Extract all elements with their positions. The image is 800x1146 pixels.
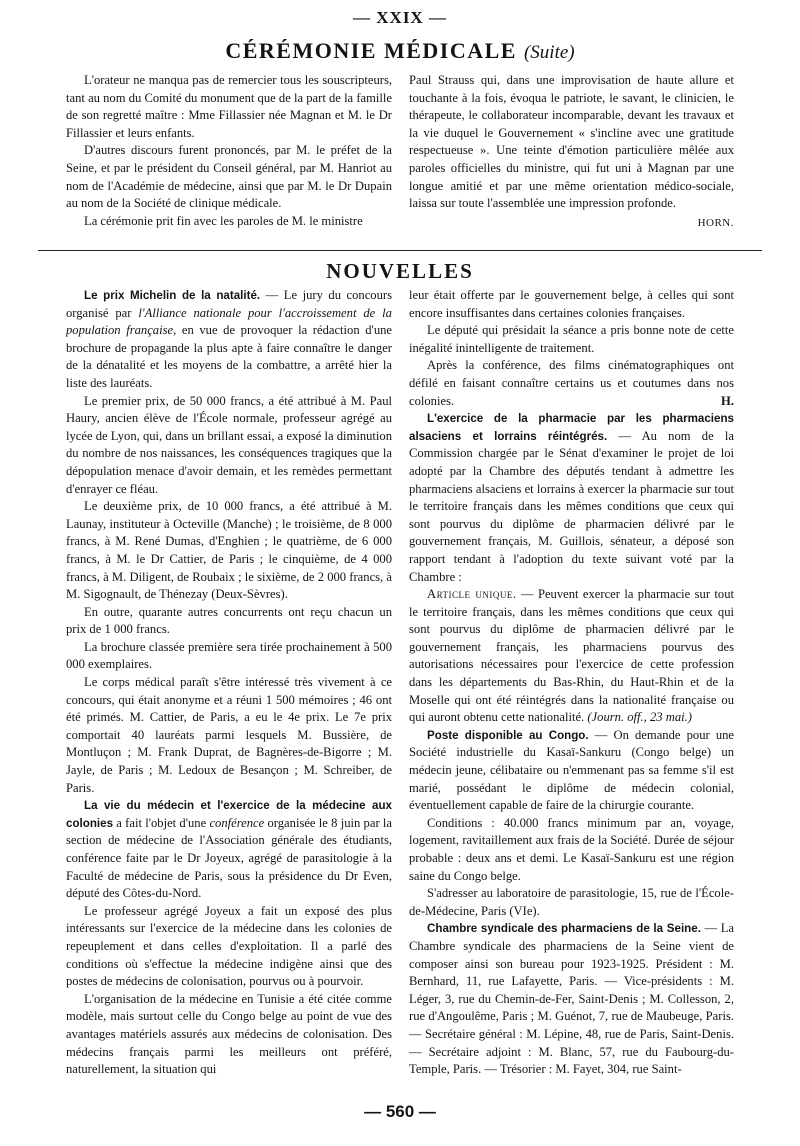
paragraph: L'orateur ne manqua pas de remercier tous les souscripteurs, tant au nom du Comité du monument que de la part de la famille de son regretté maître : Mme Fillassier née Magnan et M. le Dr Fillassier et leurs enfants.: [66, 73, 392, 140]
paragraph: Le premier prix, de 50 000 francs, a été attribué à M. Paul Haury, ancien élève de l'École normale, professeur agrégé au lycée de Lyon, qui, dans un brillant essai, a exposé la diminution du nombre de nos naissances, les conséquences tragiques que la dépopulation menace d'avoir demain, et les remèdes permettant d'enrayer ce fléau.: [66, 393, 392, 496]
page-folio: — XXIX —: [353, 8, 447, 27]
paragraph: leur était offerte par le gouvernement belge, à celles qui sont encore insuffisantes dans certaines colonies françaises.: [409, 288, 734, 320]
paragraph: Le corps médical paraît s'être intéressé très vivement à ce concours, qui était anonyme et a réuni 1 500 mémoires ; 46 ont été primés. M. Cattier, de Paris, a eu le 4e prix. Le 7e prix comportait 40 lauréats parmi lesquels M. Bussière, de Montluçon ; M. Frank Duprat, de Bagnères-de-Bigorre ; M. Jayle, de Paris ; M. Ledoux de Besançon ; M. Schreiber, de Paris.: [66, 675, 392, 795]
ceremonie-right-column: [409, 72, 734, 232]
ceremonie-left-column: [66, 72, 392, 230]
article-unique: [409, 586, 734, 727]
text: Après la conférence, des films cinématographiques ont défilé en faisant connaître certains us et coutumes dans nos colonies.: [409, 358, 734, 408]
paragraph: [409, 357, 734, 410]
paragraph: La brochure classée première sera tirée prochainement à 500 000 exemplaires.: [66, 639, 392, 672]
paragraph: Paul Strauss qui, dans une improvisation de haute allure et touchante à la fois, évoqua le patriote, le savant, le clinicien, le thérapeute, le collaborateur incomparable, devant les travaux et la vie duquel le Gouvernement « s'incline avec une gratitude respectueuse ». Une teinte d'émotion particulière mêlée aux paroles officielles du ministre, qui fut uni à Magnan par une longue amitié et par une même orientation médico-sociale, laissa sur toute l'assemblée une impression profonde.: [409, 73, 734, 211]
paragraph: Le deuxième prix, de 10 000 francs, a été attribué à M. Launay, instituteur à Octeville (Manche) ; le troisième, de 8 000 francs, à M. René Dumas, d'Enghien ; le quatrième, de 6 000 francs, à M. le Dr Cattier, de Paris ; le cinquième, de 4 000 francs, à M. Diligent, de Roubaix ; le sixième, de 2 000 francs, à M. Sigognault, de Thénezay (Deux-Sèvres).: [66, 499, 392, 602]
title-text: CÉRÉMONIE MÉDICALE: [225, 38, 517, 63]
article-heading: Chambre syndicale des pharmaciens de la Seine.: [427, 922, 701, 936]
paragraph: En outre, quarante autres concurrents ont reçu chacun un prix de 1 000 francs.: [66, 604, 392, 637]
article-michelin: [66, 287, 392, 393]
paragraph: La cérémonie prit fin avec les paroles de M. le ministre: [84, 213, 363, 228]
text: a fait l'objet d'une: [113, 815, 210, 830]
article-syndicale: [409, 920, 734, 1078]
text: — Le jury du concours organisé par: [66, 288, 392, 320]
title-suite: (Suite): [523, 42, 575, 63]
article-heading: Le prix Michelin de la natalité.: [84, 289, 261, 302]
article-heading: La vie du médecin et l'exercice de la médecine aux colonies: [66, 799, 392, 830]
text: — Au nom de la Commission chargée par le Sénat d'examiner le projet de loi adopté par la Chambre des députés tendant à admettre les pharmaciens alsaciens et lorrains à exercer la pharmacie sur tout le territoire français dans les mêmes conditions que ceux qui sont pourvus du diplôme de pharmacien délivré par le gouvernement français, M. Guillois, sénateur, a déposé son rapport tendant à l'adoption du texte suivant voté par la Chambre :: [409, 428, 734, 584]
paragraph: L'organisation de la médecine en Tunisie a été citée comme modèle, mais surtout celle du Congo belge au point de vue des avantages matériels assurés aux médecins de colonisation. Des médecins français parmi les meilleurs ont préféré, naturellement, la situation qui: [66, 991, 392, 1077]
text: organisée le 8 juin par la section de médecine de l'Association générale des étudiants, conférence faite par le Dr Joyeux, agrégé de parasitologie à la Faculté de médecine de Paris, sous la présidence du Dr Even, député des Côtes-du-Nord.: [66, 815, 392, 901]
section-divider: [38, 250, 762, 251]
nouvelles-left-column: [66, 287, 392, 1079]
article-heading: L'exercice de la pharmacie par les pharmaciens alsaciens et lorrains réintégrés.: [409, 412, 734, 443]
paragraph: S'adresser au laboratoire de parasitologie, 15, rue de l'École-de-Médecine, Paris (VIe).: [409, 886, 734, 918]
text: , en vue de provoquer la rédaction d'une brochure de propagande la plus apte à faire connaître le danger de la dénatalité et les moyens de la combattre, a arrêté hier la liste des lauréats.: [66, 323, 393, 390]
paragraph: Le député qui présidait la séance a pris bonne note de cette inégalité inintelligente de traitement.: [409, 323, 734, 355]
section-title-nouvelles: NOUVELLES: [326, 259, 474, 283]
text: — La Chambre syndicale des pharmaciens de la Seine vient de composer ainsi son bureau pour 1923-1925. Président : M. Bernhard, 11, rue Lafayette, Paris. — Vice-présidents : M. Léger, 3, rue du Chemin-de-Fer, Saint-Denis ; M. Collesson, 2, rue d'Angoulême, Paris ; M. Guénot, 7, rue de Maubeuge, Paris. — Secrétaire général : M. Lépine, 48, rue de Paris, Saint-Denis. — Secrétaire adjoint : M. Blanc, 57, rue du Faubourg-du-Temple, Paris. — Trésorier : M. Fayet, 304, rue Saint-: [409, 921, 734, 1077]
article-poste: [409, 727, 734, 815]
italic-text: conférence: [209, 815, 265, 830]
paragraph: Le professeur agrégé Joyeux a fait un exposé des plus intéressants sur l'exercice de la médecine dans les colonies de repeuplement et dans celles d'exploitation. Il a parlé des conditions où s'effectue la médecine indigène ainsi que des postes de médecins de colonisation, pourvus ou à pourvoir.: [66, 903, 392, 989]
article-label: Article unique.: [427, 587, 517, 602]
article-colonies: [66, 797, 392, 903]
section-title-ceremonie: [0, 38, 800, 64]
article-heading: Poste disponible au Congo.: [427, 728, 589, 742]
signature: HORN.: [697, 216, 734, 229]
page-number: — 560 —: [364, 1102, 436, 1121]
nouvelles-right-column: [409, 287, 734, 1079]
signature: H.: [721, 393, 734, 408]
paragraph: D'autres discours furent prononcés, par M. le préfet de la Seine, et par le président du Conseil général, par M. Hanriot au nom de l'Académie de médecine, ainsi que par M. le Dr Dupain au nom de la Société de clinique médicale.: [66, 143, 392, 211]
article-pharmacie: [409, 410, 734, 586]
paragraph: Conditions : 40.000 francs minimum par an, voyage, logement, ravitaillement aux frais de la Société. Durée de séjour probable : deux ans et demi. Le Kasaï-Sankuru est une région saine du Congo belge.: [409, 815, 734, 883]
reference-text: (Journ. off., 23 mai.): [584, 710, 692, 725]
text: — Peuvent exercer la pharmacie sur tout le territoire français, dans les mêmes conditions que ceux qui sont pourvus du diplôme de pharmacien délivré par le gouvernement français, les pharmaciens pourvus des autorisations nécessaires pour l'exercice de cette profession dans les départements du Bas-Rhin, du Haut-Rhin et de la Moselle qui ont été réintégrés dans la nationalité française ou qui auront obtenu cette nationalité.: [409, 587, 734, 725]
italic-text: l'Alliance nationale pour l'accroissement de la population française: [66, 305, 392, 338]
text: — On demande pour une Société industrielle du Kasaï-Sankuru (Congo belge) un médecin jeune, célibataire ou n'emmenant pas sa femme s'il est marié, possédant le diplôme de médecin colonial, éventuellement capable de faire de la chirurgie courante.: [409, 727, 735, 813]
